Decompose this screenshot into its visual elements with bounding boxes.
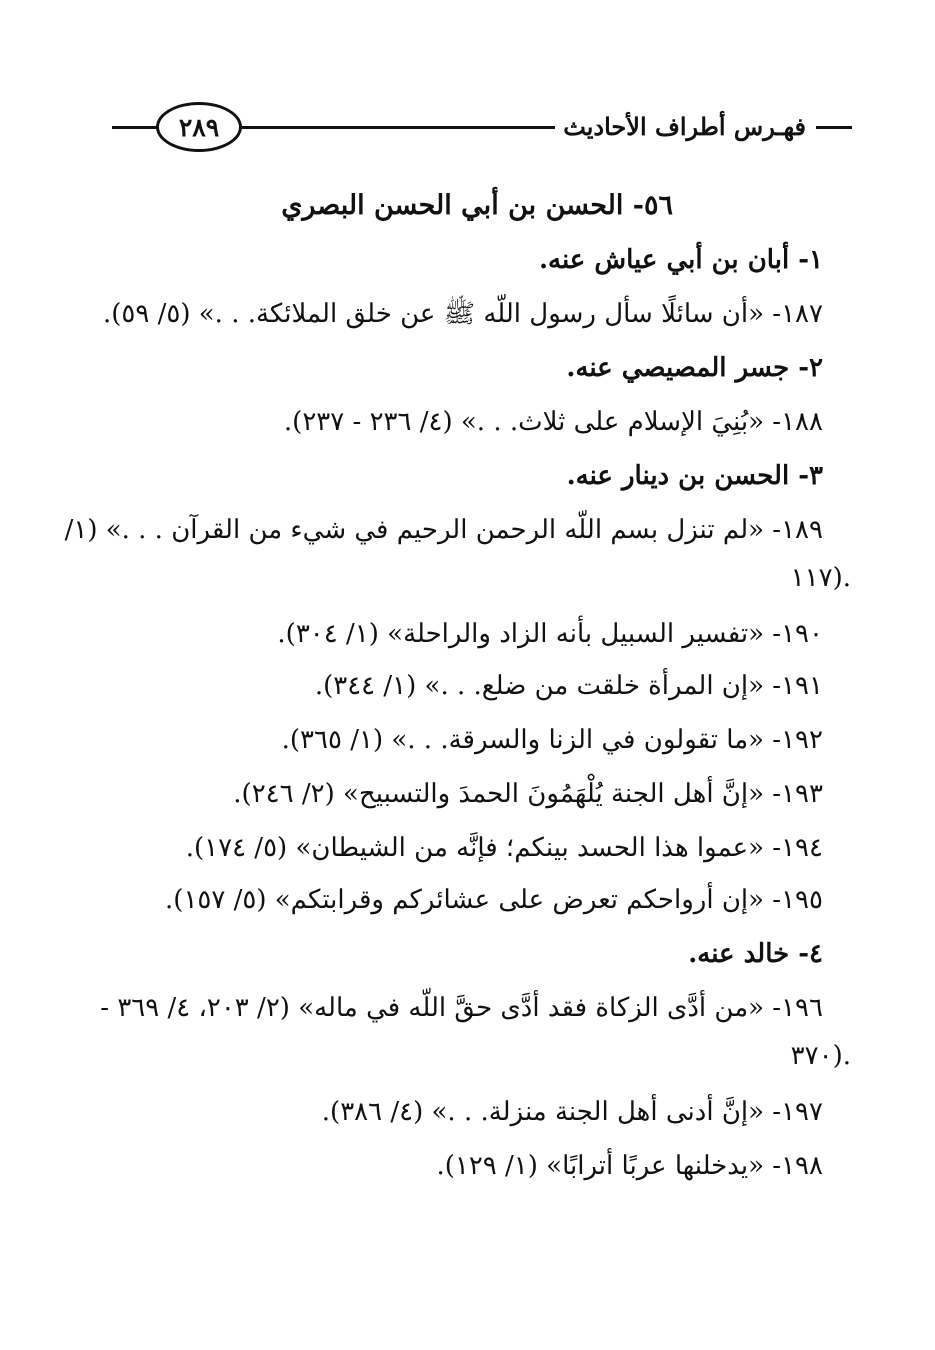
hadith-entry-continuation: ١١٧).	[790, 563, 851, 593]
narrator-heading: ٤- خالد عنه.	[688, 939, 823, 969]
hadith-entry: ١٩٠- «تفسير السبيل بأنه الزاد والراحلة» (١/ ٣٠٤).	[277, 619, 823, 649]
narrator-heading: ٢- جسر المصيصي عنه.	[566, 353, 823, 383]
hadith-entry: ١٩٣- «إنَّ أهل الجنة يُلْهَمُونَ الحمدَ والتسبيح» (٢/ ٢٤٦).	[233, 779, 823, 809]
hadith-entry: ١٩٨- «يدخلنها عربًا أترابًا» (١/ ١٢٩).	[436, 1151, 823, 1181]
hadith-entry: ١٩٤- «عموا هذا الحسد بينكم؛ فإنَّه من الشيطان» (٥/ ١٧٤).	[185, 833, 823, 863]
hadith-entry: ١٨٩- «لم تنزل بسم اللّه الرحمن الرحيم في شيء من القرآن . . .» (١/	[64, 515, 823, 545]
hadith-entry: ١٩٧- «إنَّ أدنى أهل الجنة منزلة. . .» (٤/ ٣٨٦).	[321, 1097, 823, 1127]
hadith-entry: ١٩٦- «من أدَّى الزكاة فقد أدَّى حقَّ اللّه في ماله» (٢/ ٢٠٣، ٤/ ٣٦٩ -	[100, 993, 823, 1023]
hadith-entry: ١٩٥- «إن أرواحكم تعرض على عشائركم وقرابتكم» (٥/ ١٥٧).	[165, 885, 823, 915]
narrator-heading: ١- أبان بن أبي عياش عنه.	[538, 245, 823, 275]
page-number: ٢٨٩	[156, 102, 242, 152]
hadith-entry-continuation: ٣٧٠).	[790, 1041, 851, 1071]
running-header	[112, 100, 852, 156]
hadith-entry: ١٨٧- «أن سائلًا سأل رسول اللّه ﷺ عن خلق الملائكة. . .» (٥/ ٥٩).	[102, 299, 823, 329]
hadith-entry: ١٩١- «إن المرأة خلقت من ضلع. . .» (١/ ٣٤٤).	[314, 671, 823, 701]
running-title: فهـرس أطراف الأحاديث	[555, 102, 814, 152]
hadith-entry: ١٩٢- «ما تقولون في الزنا والسرقة. . .» (١/ ٣٦٥).	[281, 725, 823, 755]
hadith-entry: ١٨٨- «بُنِيَ الإسلام على ثلاث. . .» (٤/ ٢٣٦ - ٢٣٧).	[283, 407, 823, 437]
narrator-heading: ٣- الحسن بن دينار عنه.	[566, 461, 823, 491]
header-rule-right	[816, 126, 852, 129]
section-title: ٥٦- الحسن بن أبي الحسن البصري	[281, 190, 673, 221]
